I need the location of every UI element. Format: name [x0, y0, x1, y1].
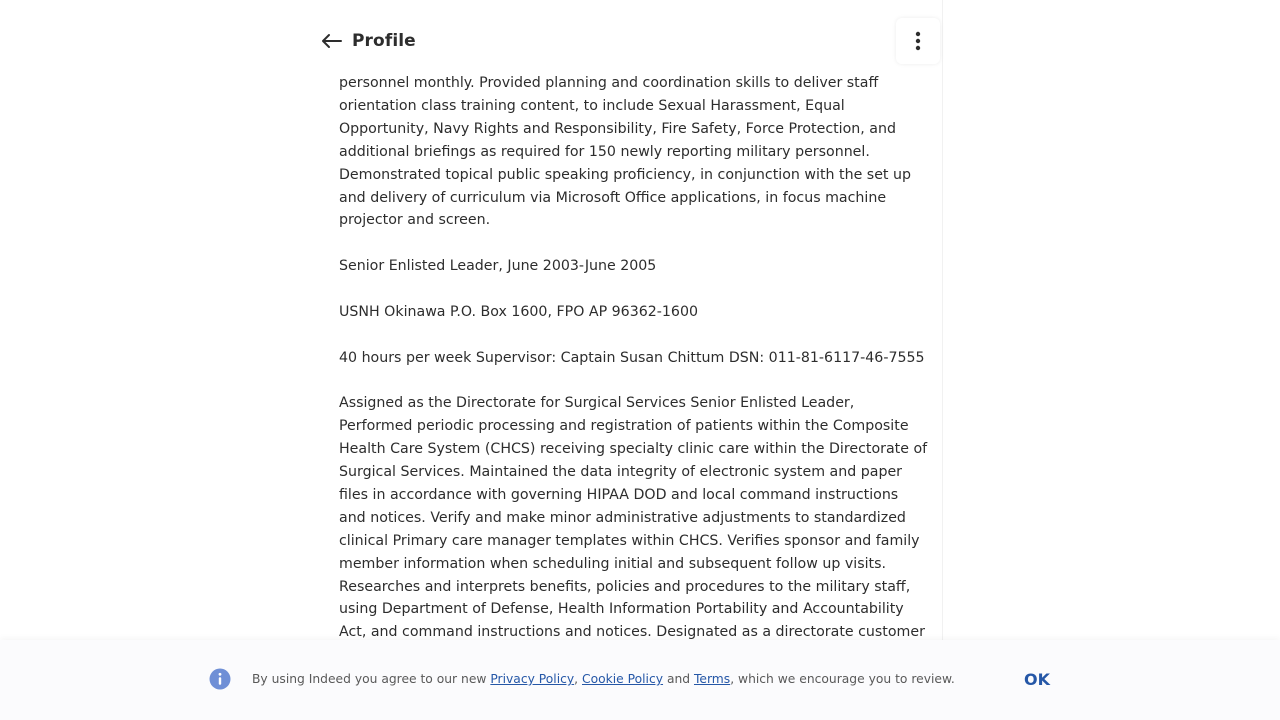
cookie-policy-link[interactable]: Cookie Policy	[582, 672, 664, 686]
resume-job-title: Senior Enlisted Leader, June 2003-June 2005	[339, 258, 657, 275]
resume-content	[339, 72, 929, 690]
terms-link[interactable]: Terms	[693, 672, 731, 686]
cookie-suffix: , which we encourage you to review.	[730, 672, 955, 686]
privacy-policy-link[interactable]: Privacy Policy	[490, 672, 575, 686]
cookie-notice-text	[252, 672, 955, 686]
resume-hours-supervisor: 40 hours per week Supervisor: Captain Susan Chittum DSN: 011-81-6117-46-7555	[339, 349, 925, 366]
back-arrow-icon	[320, 33, 342, 49]
vertical-ellipsis-icon	[915, 31, 921, 51]
ok-button[interactable]: OK	[1024, 669, 1050, 689]
back-button[interactable]	[318, 28, 344, 54]
cookie-comma: ,	[574, 672, 582, 686]
profile-column	[318, 0, 943, 720]
resume-paragraph: Assigned as the Directorate for Surgical Services Senior Enlisted Leader, Performed periodic processing and registration of patients within the Composite Health Care System (CHCS) receiving specialty clinic care within the Directorate of Surgical Services. Maintained the data integrity of electronic system and paper files in accordance with governing HIPAA DOD and local command instructions and notices. Verify and make minor administrative adjustments to standardized clinical Primary care manager templates within CHCS. Verifies sponsor and family member information when scheduling initial and subsequent follow up visits. Researches and interprets benefits, policies and procedures to the military staff, using Department of Defense, Health Information Portability and Accountability Act, and command instructions and notices. Designated as a directorate customer	[339, 395, 928, 641]
resume-employer-address: USNH Okinawa P.O. Box 1600, FPO AP 96362-1600	[339, 303, 698, 320]
header	[318, 18, 942, 66]
cookie-and: and	[663, 672, 694, 686]
page-title: Profile	[352, 31, 416, 51]
info-icon	[209, 668, 231, 690]
cookie-prefix: By using Indeed you agree to our new	[252, 672, 491, 686]
cookie-consent-bar	[0, 640, 1280, 720]
resume-paragraph: personnel monthly. Provided planning and coordination skills to deliver staff orientation class training content, to include Sexual Harassment, Equal Opportunity, Navy Rights and Responsibility, Fire Safety, Force Protection, and additional briefings as required for 150 newly reporting military personnel. Demonstrated topical public speaking proficiency, in conjunction with the set up and delivery of curriculum via Microsoft Office applications, in focus machine projector and screen.	[339, 75, 911, 229]
more-options-button[interactable]	[896, 18, 940, 64]
